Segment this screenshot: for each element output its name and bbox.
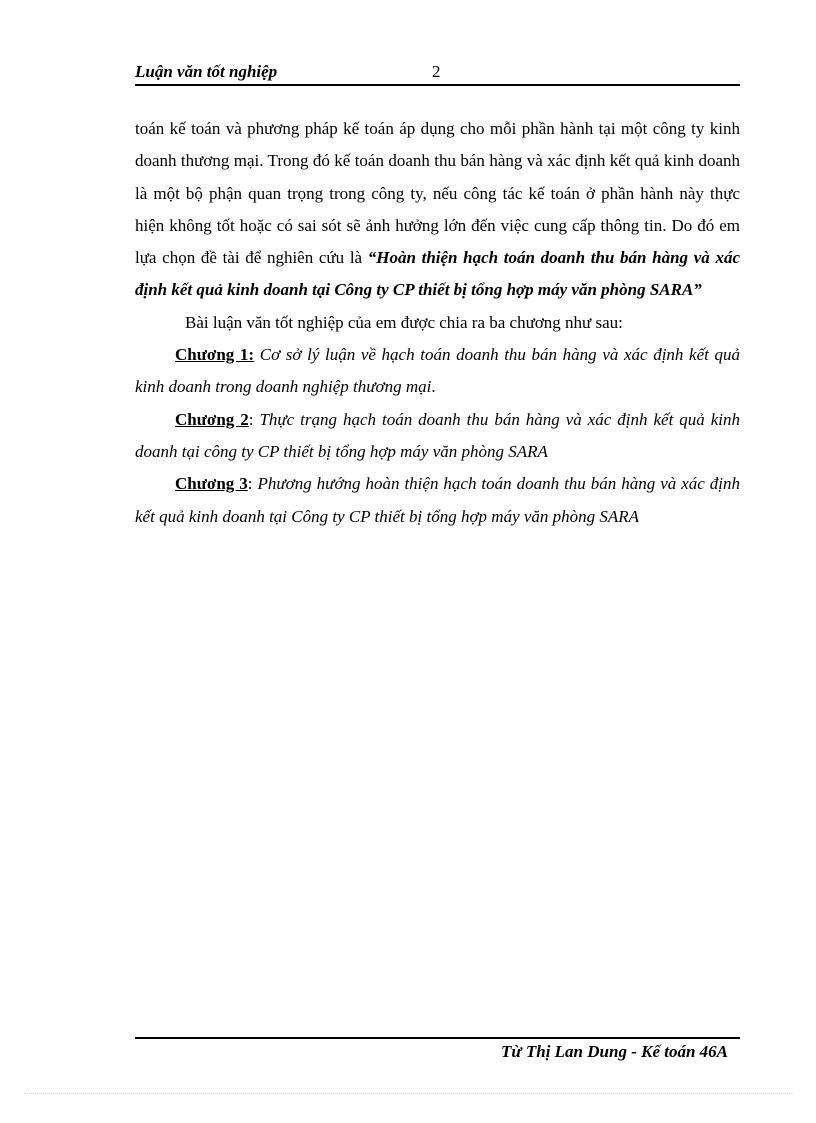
chapter-2-paragraph [135, 404, 740, 469]
intro-paragraph [135, 113, 740, 307]
structure-sentence: Bài luận văn tốt nghiệp của em được chia ra ba chương như sau: [185, 312, 623, 332]
header-title: Luận văn tốt nghiệp [135, 62, 278, 81]
chapter-2-sep: : [248, 409, 260, 429]
chapter-3-sep: : [247, 474, 258, 494]
chapter-1-label: Chương 1: [175, 345, 255, 365]
topic-title: “Hoàn thiện hạch toán doanh thu bán hàng và xác định kết quả kinh doanh tại Công ty CP thiết bị tổng hợp máy văn phòng SARA” [135, 248, 740, 300]
chapter-2-title: Thực trạng hạch toán doanh thu bán hàng và xác định kết quả kinh doanh tại công ty CP thiết bị tổng hợp máy văn phòng SARA [135, 409, 740, 461]
chapter-1-end: . [431, 377, 436, 397]
footer-divider [135, 1037, 740, 1039]
chapter-3-label: Chương 3 [175, 474, 248, 494]
chapter-3-title: Phương hướng hoàn thiện hạch toán doanh thu bán hàng và xác định kết quả kinh doanh tại Công ty CP thiết bị tổng hợp máy văn phòng SARA [135, 474, 740, 526]
chapter-3-paragraph [135, 468, 740, 533]
chapter-2-label: Chương 2 [175, 409, 249, 429]
page-edge [24, 1093, 794, 1094]
page-header [135, 60, 740, 86]
footer-author: Từ Thị Lan Dung - Kế toán 46A [501, 1042, 728, 1061]
chapter-1-title: Cơ sở lý luận về hạch toán doanh thu bán hàng và xác định kết quả kinh doanh trong doanh nghiệp thương mại [135, 345, 740, 397]
intro-text: toán kế toán và phương pháp kế toán áp dụng cho mỗi phần hành tại một công ty kinh doanh thương mại. Trong đó kế toán doanh thu bán hàng và xác định kết quả kinh doanh là một bộ phận quan trọng trong công ty, nếu công tác kế toán ở phần hành này thực hiện không tốt hoặc có sai sót sẽ ảnh hưởng lớn đến việc cung cấp thông tin. Do đó em lựa chọn đề tài để nghiên cứu là [135, 119, 740, 268]
chapter-1-paragraph [135, 339, 740, 404]
body-text [135, 113, 740, 533]
page-number: 2 [432, 62, 441, 81]
